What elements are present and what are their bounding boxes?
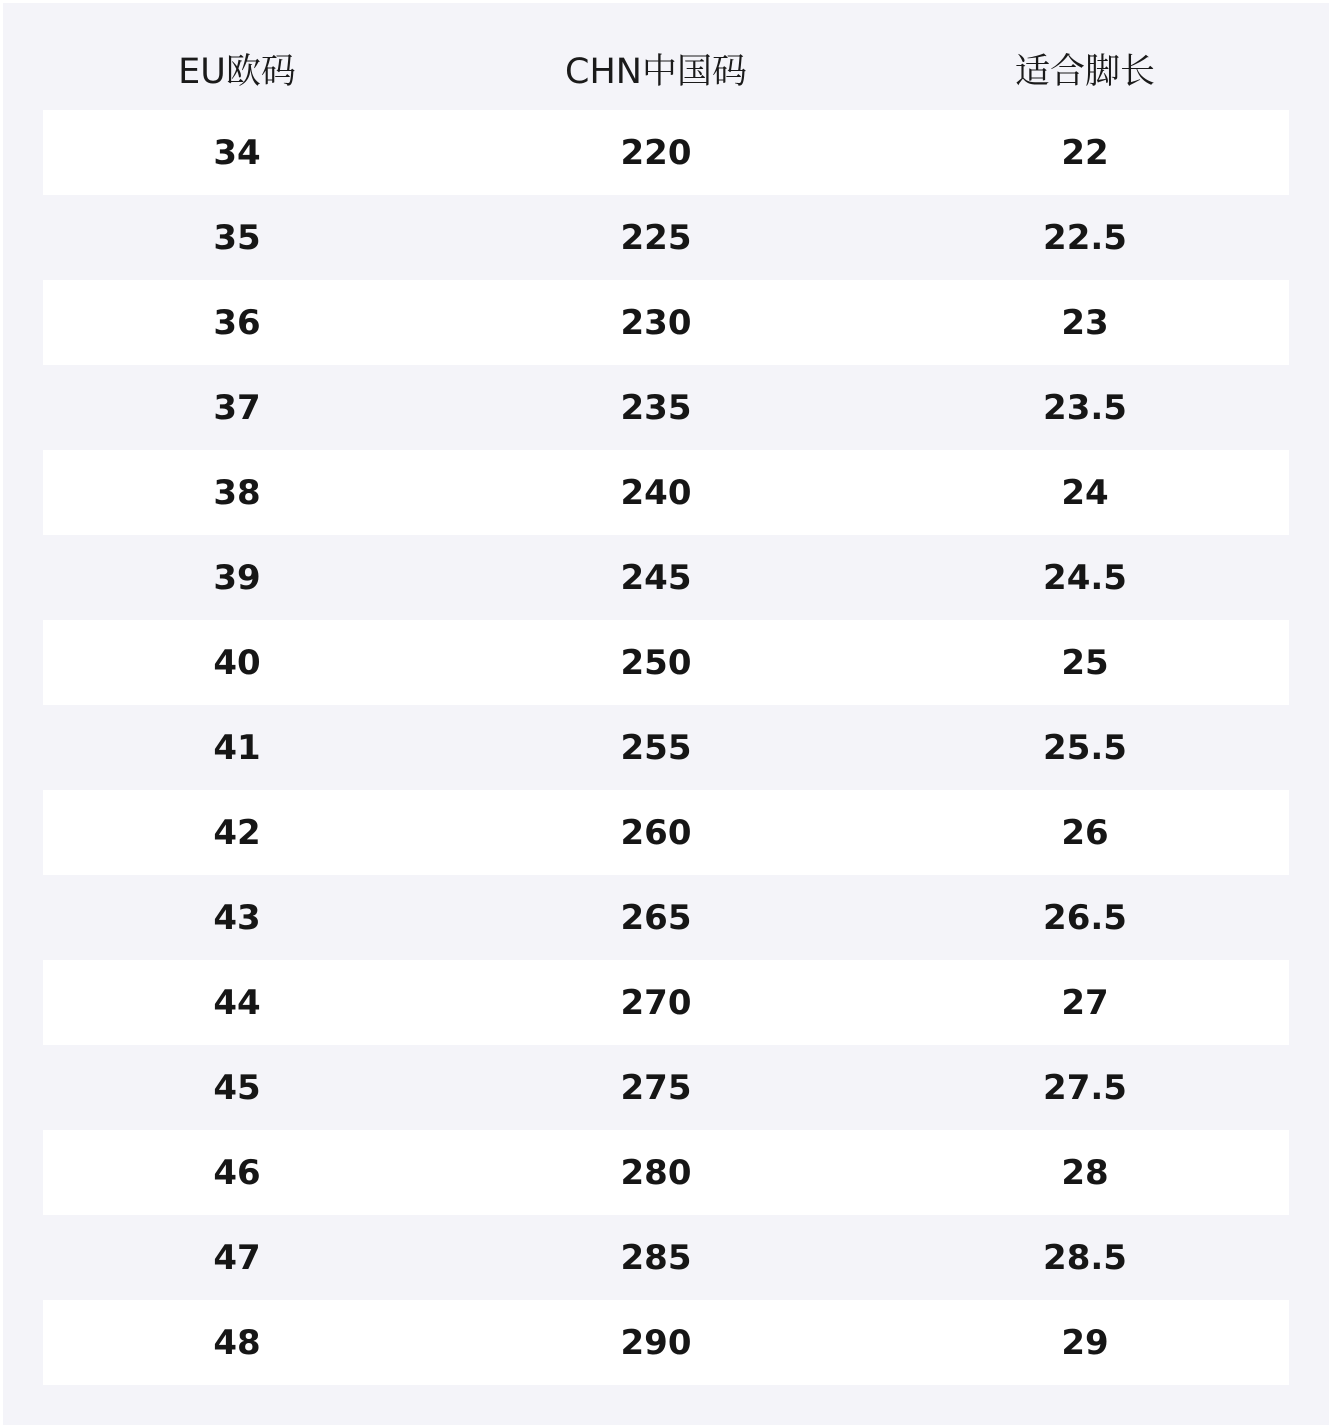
foot-length-cell: 27 — [1061, 982, 1109, 1023]
chn-size-cell: 265 — [620, 897, 692, 938]
eu-size-cell: 35 — [213, 217, 261, 258]
foot-length-cell: 26 — [1061, 812, 1109, 853]
chn-size-cell: 220 — [620, 132, 692, 173]
eu-size-cell: 40 — [213, 642, 261, 683]
chn-size-cell: 245 — [620, 557, 692, 598]
table-row — [43, 280, 1289, 365]
table-body — [43, 110, 1289, 1385]
eu-size-cell: 42 — [213, 812, 261, 853]
chn-size-cell: 290 — [620, 1322, 692, 1363]
chn-size-cell: 285 — [620, 1237, 692, 1278]
table-row — [43, 705, 1289, 790]
foot-length-cell: 24.5 — [1043, 557, 1127, 598]
table-row — [43, 535, 1289, 620]
table-row — [43, 620, 1289, 705]
eu-size-cell: 38 — [213, 472, 261, 513]
eu-size-cell: 47 — [213, 1237, 261, 1278]
foot-length-cell: 29 — [1061, 1322, 1109, 1363]
chn-size-cell: 240 — [620, 472, 692, 513]
header-eu-size: EU欧码 — [178, 51, 296, 92]
size-chart-table — [43, 23, 1289, 1385]
foot-length-cell: 25 — [1061, 642, 1109, 683]
chn-size-cell: 270 — [620, 982, 692, 1023]
table-row — [43, 110, 1289, 195]
foot-length-cell: 23.5 — [1043, 387, 1127, 428]
foot-length-cell: 25.5 — [1043, 727, 1127, 768]
table-row — [43, 1130, 1289, 1215]
eu-size-cell: 39 — [213, 557, 261, 598]
eu-size-cell: 45 — [213, 1067, 261, 1108]
foot-length-cell: 22.5 — [1043, 217, 1127, 258]
foot-length-cell: 28 — [1061, 1152, 1109, 1193]
table-row — [43, 195, 1289, 280]
foot-length-cell: 24 — [1061, 472, 1109, 513]
eu-size-cell: 36 — [213, 302, 261, 343]
table-row — [43, 450, 1289, 535]
foot-length-cell: 23 — [1061, 302, 1109, 343]
foot-length-cell: 28.5 — [1043, 1237, 1127, 1278]
table-row — [43, 365, 1289, 450]
chn-size-cell: 255 — [620, 727, 692, 768]
eu-size-cell: 46 — [213, 1152, 261, 1193]
table-row — [43, 960, 1289, 1045]
chn-size-cell: 280 — [620, 1152, 692, 1193]
chn-size-cell: 250 — [620, 642, 692, 683]
eu-size-cell: 43 — [213, 897, 261, 938]
foot-length-cell: 26.5 — [1043, 897, 1127, 938]
eu-size-cell: 44 — [213, 982, 261, 1023]
chn-size-cell: 260 — [620, 812, 692, 853]
eu-size-cell: 41 — [213, 727, 261, 768]
chn-size-cell: 230 — [620, 302, 692, 343]
table-row — [43, 875, 1289, 960]
chn-size-cell: 225 — [620, 217, 692, 258]
table-row — [43, 790, 1289, 875]
header-foot-length: 适合脚长 — [1014, 51, 1155, 92]
foot-length-cell: 22 — [1061, 132, 1109, 173]
chn-size-cell: 275 — [620, 1067, 692, 1108]
header-chn-size: CHN中国码 — [565, 51, 747, 92]
foot-length-cell: 27.5 — [1043, 1067, 1127, 1108]
table-header — [43, 23, 1289, 110]
table-row — [43, 1045, 1289, 1130]
table-row — [43, 1215, 1289, 1300]
size-chart-panel — [3, 3, 1329, 1425]
table-row — [43, 1300, 1289, 1385]
eu-size-cell: 48 — [213, 1322, 261, 1363]
eu-size-cell: 34 — [213, 132, 261, 173]
eu-size-cell: 37 — [213, 387, 261, 428]
chn-size-cell: 235 — [620, 387, 692, 428]
